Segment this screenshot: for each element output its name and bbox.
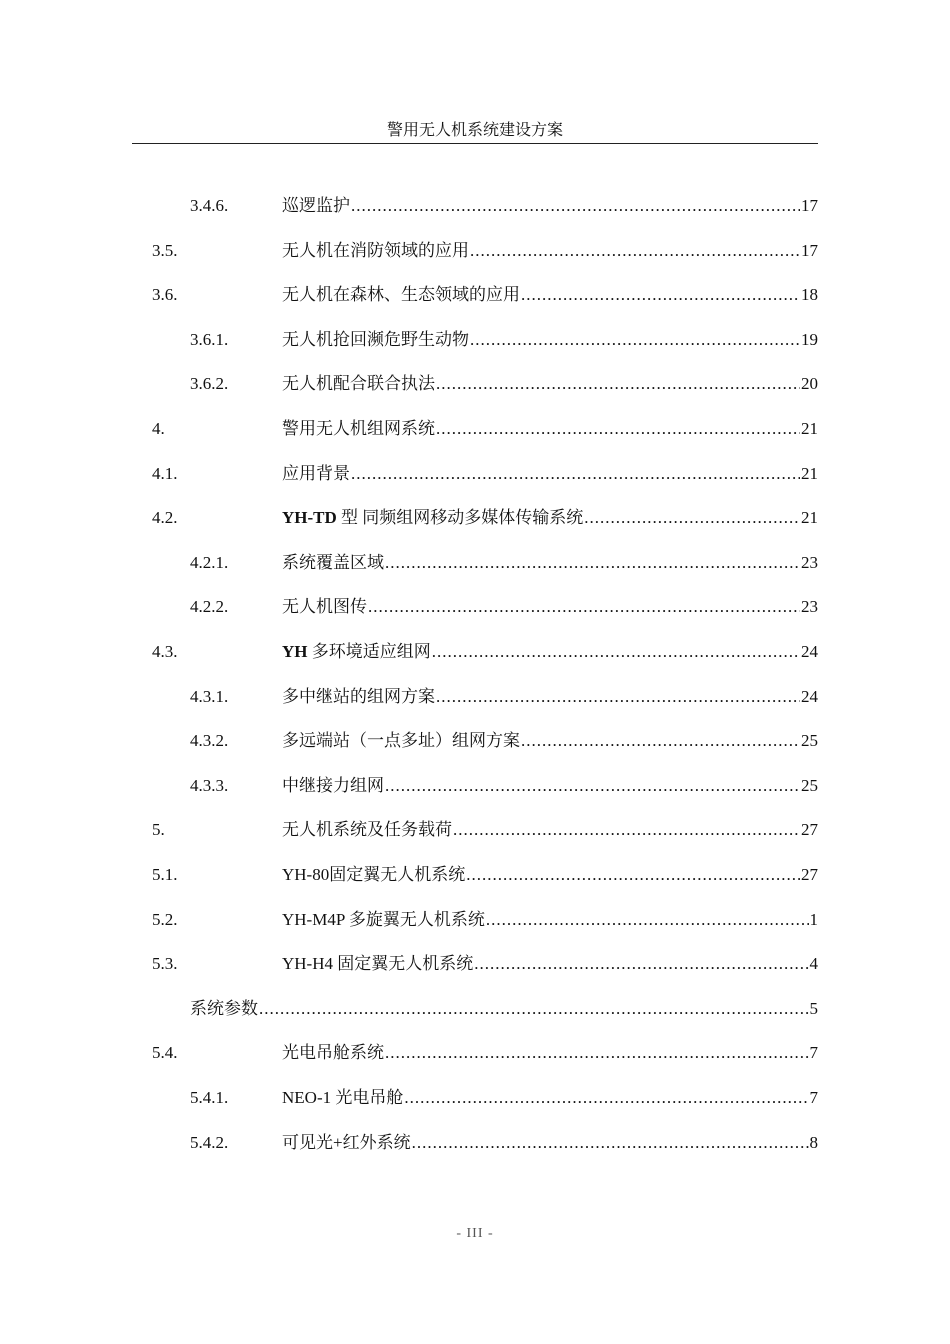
toc-entry[interactable]	[152, 505, 818, 531]
toc-page-number: 20	[801, 374, 818, 394]
toc-title	[282, 907, 485, 933]
toc-title	[282, 505, 583, 531]
toc-title	[282, 1130, 411, 1156]
toc-title-text: 应用背景	[282, 463, 350, 483]
toc-number: 4.2.1.	[190, 552, 229, 572]
toc-title-text: 多环境适应组网	[307, 642, 431, 661]
toc-title-text: 中继接力组网	[282, 775, 384, 795]
toc-leader-dots	[404, 1085, 808, 1111]
toc-number: 3.6.	[152, 285, 178, 305]
toc-title-text: 无人机抢回濒危野生动物	[282, 329, 469, 349]
toc-title	[282, 684, 435, 710]
toc-entry[interactable]	[190, 594, 818, 620]
toc-title	[282, 461, 350, 487]
toc-number: 4.3.2.	[190, 731, 229, 751]
toc-entry[interactable]	[152, 639, 818, 665]
toc-page-number: 4	[809, 954, 818, 974]
running-header-title: 警用无人机系统建设方案	[386, 122, 563, 139]
toc-entry[interactable]	[190, 371, 818, 397]
toc-page-number: 7	[809, 1043, 818, 1063]
toc-title	[282, 1040, 384, 1066]
page-number: - III -	[456, 1226, 494, 1241]
toc-title-text: 系统覆盖区域	[282, 552, 384, 572]
toc-title	[282, 594, 367, 620]
toc-title-text: 型 同频组网移动多媒体传输系统	[336, 508, 584, 528]
toc-page-number: 24	[801, 686, 818, 706]
toc-entry[interactable]	[152, 416, 818, 442]
toc-entry[interactable]	[152, 817, 818, 843]
toc-entry[interactable]	[190, 1085, 818, 1111]
toc-title-text: 光电吊舱系统	[282, 1043, 384, 1063]
toc-leader-dots	[351, 461, 800, 487]
toc-page-number: 27	[801, 865, 818, 884]
toc-title-text: 无人机系统及任务载荷	[282, 820, 452, 840]
toc-page-number: 25	[801, 775, 818, 795]
toc-page-number: 5	[809, 998, 818, 1018]
toc-title	[282, 951, 473, 977]
toc-page-number: 19	[801, 329, 818, 349]
toc-entry[interactable]	[152, 461, 818, 487]
toc-title	[282, 862, 465, 888]
toc-entry[interactable]	[152, 951, 818, 977]
toc-page-number: 18	[801, 285, 818, 305]
toc-number: 4.2.2.	[190, 597, 229, 617]
toc-title	[282, 416, 435, 442]
toc-entry[interactable]	[190, 728, 818, 754]
toc-number: 3.6.1.	[190, 329, 229, 349]
toc-page-number: 25	[801, 731, 818, 751]
toc-page-number: 1	[809, 909, 818, 929]
toc-title-bold-prefix: YH	[282, 642, 308, 661]
toc-leader-dots	[474, 951, 808, 977]
toc-title	[282, 327, 469, 353]
toc-entry[interactable]	[152, 862, 818, 888]
toc-title	[282, 550, 384, 576]
toc-entry[interactable]	[152, 1040, 818, 1066]
toc-number: 3.4.6.	[190, 196, 229, 215]
toc-title-bold-prefix: YH-TD	[282, 508, 337, 528]
toc-title-text: 多中继站的组网方案	[282, 686, 435, 706]
toc-title-text: 多远端站（一点多址）组网方案	[282, 731, 520, 751]
toc-leader-dots	[385, 550, 800, 576]
toc-title	[282, 282, 520, 308]
toc-title	[282, 639, 431, 665]
toc-title-text: YH-M4P 多旋翼无人机系统	[282, 909, 485, 929]
toc-page-number: 21	[801, 463, 818, 483]
toc-title	[282, 817, 452, 843]
toc-page-number: 7	[809, 1088, 818, 1107]
toc-entry[interactable]	[190, 996, 818, 1022]
toc-entry[interactable]	[190, 1130, 818, 1156]
toc-leader-dots	[470, 238, 800, 264]
toc-number: 4.	[152, 419, 165, 438]
toc-title-text: NEO-1 光电吊舱	[282, 1088, 404, 1107]
toc-page-number: 17	[801, 196, 818, 215]
toc-leader-dots	[368, 594, 800, 620]
toc-number: 5.4.1.	[190, 1088, 229, 1107]
toc-title-text: 无人机图传	[282, 597, 367, 617]
toc-title-text: 可见光+红外系统	[282, 1132, 411, 1152]
toc-leader-dots	[436, 371, 800, 397]
toc-page-number: 8	[809, 1132, 818, 1152]
toc-title-text: 系统参数	[190, 998, 258, 1018]
toc-page-number: 27	[801, 820, 818, 840]
toc-page-number: 21	[801, 508, 818, 528]
toc-entry[interactable]	[152, 238, 818, 264]
toc-number: 4.2.	[152, 508, 178, 528]
toc-title	[282, 238, 469, 264]
toc-number: 5.2.	[152, 909, 178, 929]
toc-leader-dots	[385, 773, 800, 799]
toc-entry[interactable]	[190, 550, 818, 576]
toc-number: 4.3.3.	[190, 775, 229, 795]
toc-leader-dots	[432, 639, 800, 665]
toc-entry[interactable]	[190, 193, 818, 219]
toc-title-text: YH-H4 固定翼无人机系统	[282, 954, 474, 974]
toc-page-number: 23	[801, 597, 818, 617]
toc-leader-dots	[466, 862, 800, 888]
toc-title	[282, 371, 435, 397]
toc-title	[282, 773, 384, 799]
toc-entry[interactable]	[190, 773, 818, 799]
toc-page-number: 24	[801, 642, 818, 661]
toc-leader-dots	[470, 327, 800, 353]
toc-page-number: 23	[801, 552, 818, 572]
toc-title-text: 警用无人机组网系统	[282, 419, 435, 438]
toc-entry[interactable]	[190, 684, 818, 710]
toc-number: 5.3.	[152, 954, 178, 974]
toc-leader-dots	[453, 817, 800, 843]
toc-leader-dots	[521, 728, 800, 754]
toc-leader-dots	[351, 193, 800, 219]
toc-title-text: 巡逻监护	[282, 196, 350, 215]
toc-title	[282, 193, 350, 219]
toc-number: 4.3.1.	[190, 686, 229, 706]
toc-number: 5.1.	[152, 865, 178, 884]
toc-leader-dots	[584, 505, 800, 531]
toc-number: 3.5.	[152, 240, 178, 260]
toc-number: 5.4.2.	[190, 1132, 229, 1152]
toc-entry[interactable]	[190, 327, 818, 353]
toc-title	[282, 728, 520, 754]
toc-number: 3.6.2.	[190, 374, 229, 394]
toc-number: 4.3.	[152, 642, 178, 661]
toc-number: 5.4.	[152, 1043, 178, 1063]
toc-title	[190, 996, 258, 1022]
toc-page-number: 17	[801, 240, 818, 260]
toc-title	[282, 1085, 403, 1111]
toc-title-text: 无人机配合联合执法	[282, 374, 435, 394]
toc-leader-dots	[385, 1040, 809, 1066]
toc-leader-dots	[412, 1130, 809, 1156]
toc-leader-dots	[521, 282, 800, 308]
toc-leader-dots	[436, 416, 800, 442]
toc-title-text: 无人机在森林、生态领域的应用	[282, 285, 520, 305]
toc-entry[interactable]	[152, 282, 818, 308]
toc-entry[interactable]	[152, 907, 818, 933]
toc-title-text: 无人机在消防领域的应用	[282, 240, 469, 260]
toc-leader-dots	[436, 684, 800, 710]
toc-number: 4.1.	[152, 463, 178, 483]
toc-page-number: 21	[801, 419, 818, 438]
toc-leader-dots	[259, 996, 809, 1022]
toc-number: 5.	[152, 820, 165, 840]
toc-leader-dots	[486, 907, 809, 933]
toc-title-text: YH-80固定翼无人机系统	[282, 865, 466, 884]
